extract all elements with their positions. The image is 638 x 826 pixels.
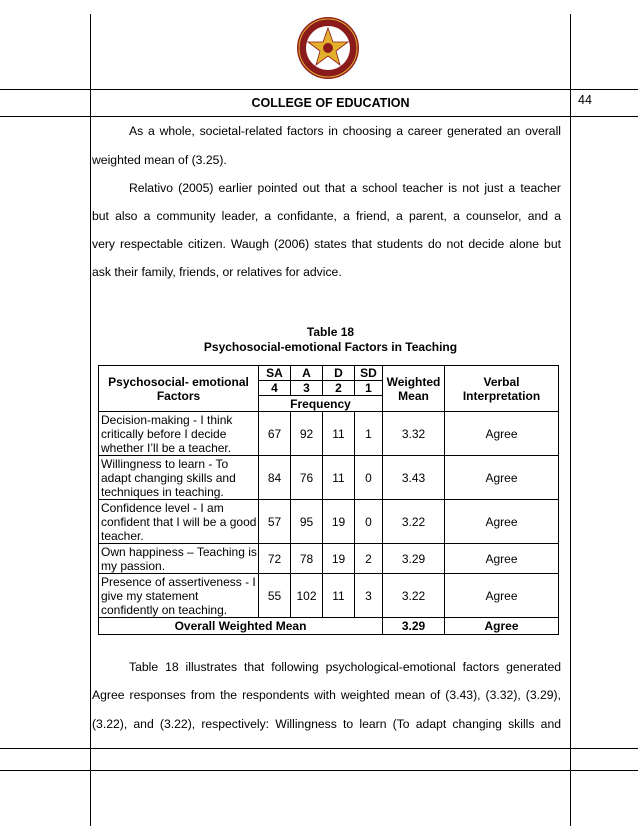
right-margin-line bbox=[570, 14, 571, 826]
header-d-weight: 2 bbox=[323, 381, 355, 396]
header-d: D bbox=[323, 366, 355, 381]
header-sd-weight: 1 bbox=[355, 381, 383, 396]
a-cell: 95 bbox=[291, 500, 323, 544]
footer-rule-bottom bbox=[0, 770, 638, 771]
d-cell: 19 bbox=[323, 544, 355, 574]
a-cell: 76 bbox=[291, 456, 323, 500]
a-cell: 102 bbox=[291, 574, 323, 618]
interp-cell: Agree bbox=[445, 574, 559, 618]
sa-cell: 67 bbox=[259, 412, 291, 456]
paragraph-line: Agree responses from the respondents with weighted mean of (3.43), (3.32), (3.29), bbox=[92, 688, 561, 702]
header-sa-weight: 4 bbox=[259, 381, 291, 396]
interp-cell: Agree bbox=[445, 500, 559, 544]
footer-rule-top bbox=[0, 748, 638, 749]
header-a: A bbox=[291, 366, 323, 381]
table-row bbox=[99, 544, 559, 574]
sa-cell: 72 bbox=[259, 544, 291, 574]
header-sd: SD bbox=[355, 366, 383, 381]
mean-cell: 3.32 bbox=[383, 412, 445, 456]
interp-cell: Agree bbox=[445, 544, 559, 574]
overall-mean: 3.29 bbox=[383, 618, 445, 635]
mean-cell: 3.29 bbox=[383, 544, 445, 574]
sa-cell: 55 bbox=[259, 574, 291, 618]
mean-cell: 3.22 bbox=[383, 574, 445, 618]
table-row bbox=[99, 456, 559, 500]
paragraph-line: Relativo (2005) earlier pointed out that a school teacher is not just a teacher bbox=[129, 181, 561, 195]
sa-cell: 57 bbox=[259, 500, 291, 544]
factor-cell: Confidence level - I am confident that I will be a good teacher. bbox=[99, 500, 259, 544]
table-row bbox=[99, 500, 559, 544]
overall-interp: Agree bbox=[445, 618, 559, 635]
left-margin-line bbox=[90, 14, 91, 826]
paragraph-line: weighted mean of (3.25). bbox=[92, 153, 227, 167]
table-number: Table 18 bbox=[306, 325, 355, 339]
sd-cell: 0 bbox=[355, 500, 383, 544]
mean-cell: 3.22 bbox=[383, 500, 445, 544]
sd-cell: 2 bbox=[355, 544, 383, 574]
d-cell: 11 bbox=[323, 574, 355, 618]
interp-cell: Agree bbox=[445, 456, 559, 500]
factor-cell: Decision-making - I think critically before I decide whether I’ll be a teacher. bbox=[99, 412, 259, 456]
paragraph-line: As a whole, societal-related factors in choosing a career generated an overall bbox=[129, 124, 561, 138]
header-frequency: Frequency bbox=[259, 396, 383, 412]
table-title: Psychosocial-emotional Factors in Teaching bbox=[203, 340, 458, 354]
paragraph-line: ask their family, friends, or relatives for advice. bbox=[92, 265, 342, 279]
factor-cell: Willingness to learn - To adapt changing skills and techniques in teaching. bbox=[99, 456, 259, 500]
table-row bbox=[99, 412, 559, 456]
header-factors: Psychosocial- emotional Factors bbox=[99, 366, 259, 412]
header-rule-bottom bbox=[0, 116, 638, 117]
header-sa: SA bbox=[259, 366, 291, 381]
d-cell: 19 bbox=[323, 500, 355, 544]
mean-cell: 3.43 bbox=[383, 456, 445, 500]
header-rule-top bbox=[0, 89, 638, 90]
overall-row bbox=[99, 618, 559, 635]
header-verbal-interpretation: Verbal Interpretation bbox=[445, 366, 559, 412]
header-weighted-mean: Weighted Mean bbox=[383, 366, 445, 412]
university-seal-icon bbox=[296, 14, 360, 82]
factor-cell: Presence of assertiveness - I give my statement confidently on teaching. bbox=[99, 574, 259, 618]
page-number: 44 bbox=[578, 93, 592, 107]
sd-cell: 3 bbox=[355, 574, 383, 618]
factors-table bbox=[98, 365, 559, 635]
overall-label: Overall Weighted Mean bbox=[99, 618, 383, 635]
paragraph-line: but also a community leader, a confidante, a friend, a parent, a counselor, and a bbox=[92, 209, 561, 223]
factor-cell: Own happiness – Teaching is my passion. bbox=[99, 544, 259, 574]
header-a-weight: 3 bbox=[291, 381, 323, 396]
college-header: COLLEGE OF EDUCATION bbox=[251, 96, 410, 110]
d-cell: 11 bbox=[323, 412, 355, 456]
paragraph-line: (3.22), and (3.22), respectively: Willingness to learn (To adapt changing skills and bbox=[92, 717, 561, 731]
sd-cell: 1 bbox=[355, 412, 383, 456]
d-cell: 11 bbox=[323, 456, 355, 500]
sd-cell: 0 bbox=[355, 456, 383, 500]
a-cell: 92 bbox=[291, 412, 323, 456]
table-row bbox=[99, 574, 559, 618]
paragraph-line: very respectable citizen. Waugh (2006) states that students do not decide alone but bbox=[92, 237, 561, 251]
sa-cell: 84 bbox=[259, 456, 291, 500]
interp-cell: Agree bbox=[445, 412, 559, 456]
paragraph-line: Table 18 illustrates that following psychological-emotional factors generated bbox=[129, 660, 561, 674]
a-cell: 78 bbox=[291, 544, 323, 574]
